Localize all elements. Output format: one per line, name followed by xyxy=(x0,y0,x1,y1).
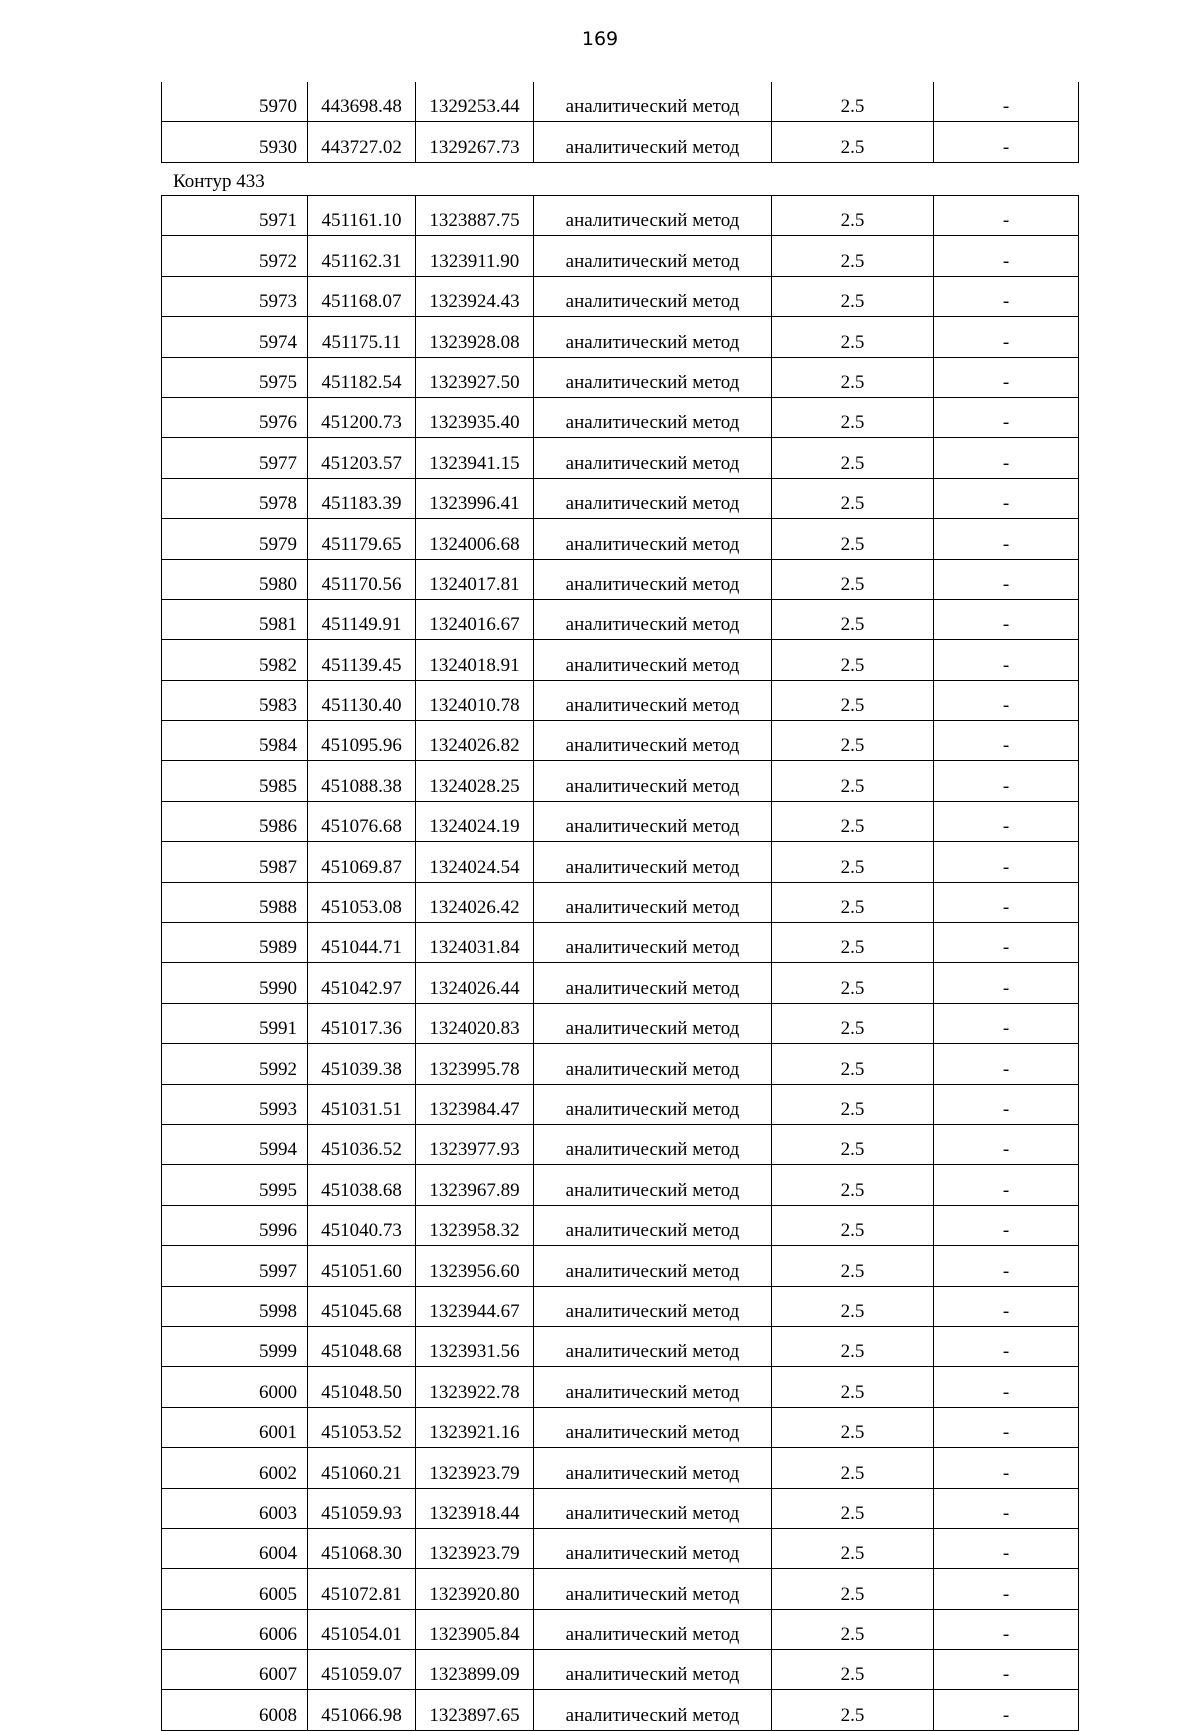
accuracy-cell: 2.5 xyxy=(772,761,934,801)
table-row xyxy=(162,276,1079,316)
y-coordinate-cell: 1324020.83 xyxy=(416,1003,534,1043)
point-number-cell: 5982 xyxy=(162,640,308,680)
point-number-cell: 5985 xyxy=(162,761,308,801)
point-number-cell: 5999 xyxy=(162,1326,308,1366)
point-number-cell: 5978 xyxy=(162,478,308,518)
x-coordinate-cell: 451059.07 xyxy=(308,1650,416,1690)
table-row xyxy=(162,1569,1079,1609)
method-cell: аналитический метод xyxy=(534,1326,772,1366)
note-cell: - xyxy=(934,438,1079,478)
x-coordinate-cell: 451088.38 xyxy=(308,761,416,801)
method-cell: аналитический метод xyxy=(534,1690,772,1730)
note-cell: - xyxy=(934,1124,1079,1164)
method-cell: аналитический метод xyxy=(534,357,772,397)
method-cell: аналитический метод xyxy=(534,1246,772,1286)
x-coordinate-cell: 443727.02 xyxy=(308,122,416,162)
point-number-cell: 6004 xyxy=(162,1528,308,1568)
method-cell: аналитический метод xyxy=(534,82,772,122)
accuracy-cell: 2.5 xyxy=(772,1690,934,1730)
y-coordinate-cell: 1329253.44 xyxy=(416,82,534,122)
x-coordinate-cell: 451170.56 xyxy=(308,559,416,599)
point-number-cell: 5976 xyxy=(162,397,308,437)
accuracy-cell: 2.5 xyxy=(772,882,934,922)
table-row xyxy=(162,1003,1079,1043)
point-number-cell: 5991 xyxy=(162,1003,308,1043)
table-row xyxy=(162,1609,1079,1649)
method-cell: аналитический метод xyxy=(534,680,772,720)
accuracy-cell: 2.5 xyxy=(772,317,934,357)
note-cell: - xyxy=(934,923,1079,963)
point-number-cell: 5977 xyxy=(162,438,308,478)
point-number-cell: 5986 xyxy=(162,801,308,841)
table-row xyxy=(162,801,1079,841)
table-row xyxy=(162,1124,1079,1164)
accuracy-cell: 2.5 xyxy=(772,923,934,963)
method-cell: аналитический метод xyxy=(534,599,772,639)
point-number-cell: 5975 xyxy=(162,357,308,397)
accuracy-cell: 2.5 xyxy=(772,640,934,680)
x-coordinate-cell: 451203.57 xyxy=(308,438,416,478)
table-row xyxy=(162,1286,1079,1326)
y-coordinate-cell: 1323967.89 xyxy=(416,1165,534,1205)
table-row xyxy=(162,559,1079,599)
method-cell: аналитический метод xyxy=(534,1528,772,1568)
method-cell: аналитический метод xyxy=(534,122,772,162)
x-coordinate-cell: 451045.68 xyxy=(308,1286,416,1326)
y-coordinate-cell: 1323887.75 xyxy=(416,196,534,236)
table-row xyxy=(162,438,1079,478)
x-coordinate-cell: 451095.96 xyxy=(308,721,416,761)
note-cell: - xyxy=(934,122,1079,162)
method-cell: аналитический метод xyxy=(534,1286,772,1326)
point-number-cell: 5984 xyxy=(162,721,308,761)
y-coordinate-cell: 1323920.80 xyxy=(416,1569,534,1609)
method-cell: аналитический метод xyxy=(534,236,772,276)
x-coordinate-cell: 451051.60 xyxy=(308,1246,416,1286)
x-coordinate-cell: 451066.98 xyxy=(308,1690,416,1730)
point-number-cell: 6001 xyxy=(162,1407,308,1447)
accuracy-cell: 2.5 xyxy=(772,1367,934,1407)
method-cell: аналитический метод xyxy=(534,1084,772,1124)
point-number-cell: 5972 xyxy=(162,236,308,276)
accuracy-cell: 2.5 xyxy=(772,122,934,162)
y-coordinate-cell: 1323928.08 xyxy=(416,317,534,357)
point-number-cell: 5997 xyxy=(162,1246,308,1286)
method-cell: аналитический метод xyxy=(534,478,772,518)
y-coordinate-cell: 1324006.68 xyxy=(416,519,534,559)
y-coordinate-cell: 1323944.67 xyxy=(416,1286,534,1326)
x-coordinate-cell: 451060.21 xyxy=(308,1448,416,1488)
y-coordinate-cell: 1324024.54 xyxy=(416,842,534,882)
table-row xyxy=(162,640,1079,680)
note-cell: - xyxy=(934,357,1079,397)
table-row xyxy=(162,1528,1079,1568)
method-cell: аналитический метод xyxy=(534,1609,772,1649)
accuracy-cell: 2.5 xyxy=(772,1044,934,1084)
y-coordinate-cell: 1329267.73 xyxy=(416,122,534,162)
table-row xyxy=(162,317,1079,357)
y-coordinate-cell: 1323941.15 xyxy=(416,438,534,478)
y-coordinate-cell: 1324010.78 xyxy=(416,680,534,720)
point-number-cell: 5994 xyxy=(162,1124,308,1164)
accuracy-cell: 2.5 xyxy=(772,519,934,559)
y-coordinate-cell: 1323931.56 xyxy=(416,1326,534,1366)
method-cell: аналитический метод xyxy=(534,1488,772,1528)
note-cell: - xyxy=(934,1609,1079,1649)
y-coordinate-cell: 1323899.09 xyxy=(416,1650,534,1690)
point-number-cell: 6006 xyxy=(162,1609,308,1649)
method-cell: аналитический метод xyxy=(534,1367,772,1407)
coordinates-table-contour xyxy=(161,195,1079,1731)
method-cell: аналитический метод xyxy=(534,276,772,316)
note-cell: - xyxy=(934,1488,1079,1528)
note-cell: - xyxy=(934,963,1079,1003)
y-coordinate-cell: 1324016.67 xyxy=(416,599,534,639)
note-cell: - xyxy=(934,317,1079,357)
note-cell: - xyxy=(934,1084,1079,1124)
accuracy-cell: 2.5 xyxy=(772,357,934,397)
accuracy-cell: 2.5 xyxy=(772,1528,934,1568)
point-number-cell: 5981 xyxy=(162,599,308,639)
page-number: 169 xyxy=(581,28,619,50)
x-coordinate-cell: 451175.11 xyxy=(308,317,416,357)
table-row xyxy=(162,1044,1079,1084)
table-row xyxy=(162,357,1079,397)
y-coordinate-cell: 1323923.79 xyxy=(416,1448,534,1488)
x-coordinate-cell: 451053.08 xyxy=(308,882,416,922)
accuracy-cell: 2.5 xyxy=(772,1650,934,1690)
note-cell: - xyxy=(934,1367,1079,1407)
point-number-cell: 5971 xyxy=(162,196,308,236)
method-cell: аналитический метод xyxy=(534,923,772,963)
table-row xyxy=(162,882,1079,922)
method-cell: аналитический метод xyxy=(534,721,772,761)
note-cell: - xyxy=(934,276,1079,316)
x-coordinate-cell: 451161.10 xyxy=(308,196,416,236)
note-cell: - xyxy=(934,82,1079,122)
note-cell: - xyxy=(934,1569,1079,1609)
x-coordinate-cell: 451200.73 xyxy=(308,397,416,437)
point-number-cell: 6008 xyxy=(162,1690,308,1730)
note-cell: - xyxy=(934,519,1079,559)
note-cell: - xyxy=(934,478,1079,518)
accuracy-cell: 2.5 xyxy=(772,1569,934,1609)
y-coordinate-cell: 1323958.32 xyxy=(416,1205,534,1245)
coordinates-table-continued xyxy=(161,82,1079,163)
accuracy-cell: 2.5 xyxy=(772,1165,934,1205)
point-number-cell: 5993 xyxy=(162,1084,308,1124)
y-coordinate-cell: 1323918.44 xyxy=(416,1488,534,1528)
note-cell: - xyxy=(934,1690,1079,1730)
x-coordinate-cell: 451179.65 xyxy=(308,519,416,559)
table-row xyxy=(162,1650,1079,1690)
y-coordinate-cell: 1324017.81 xyxy=(416,559,534,599)
y-coordinate-cell: 1323984.47 xyxy=(416,1084,534,1124)
method-cell: аналитический метод xyxy=(534,438,772,478)
y-coordinate-cell: 1323996.41 xyxy=(416,478,534,518)
point-number-cell: 5995 xyxy=(162,1165,308,1205)
method-cell: аналитический метод xyxy=(534,1003,772,1043)
x-coordinate-cell: 451040.73 xyxy=(308,1205,416,1245)
point-number-cell: 5930 xyxy=(162,122,308,162)
point-number-cell: 6000 xyxy=(162,1367,308,1407)
table-row xyxy=(162,761,1079,801)
point-number-cell: 5990 xyxy=(162,963,308,1003)
table-row xyxy=(162,963,1079,1003)
table-row xyxy=(162,1084,1079,1124)
x-coordinate-cell: 451076.68 xyxy=(308,801,416,841)
accuracy-cell: 2.5 xyxy=(772,680,934,720)
x-coordinate-cell: 451031.51 xyxy=(308,1084,416,1124)
method-cell: аналитический метод xyxy=(534,1124,772,1164)
accuracy-cell: 2.5 xyxy=(772,963,934,1003)
note-cell: - xyxy=(934,1003,1079,1043)
point-number-cell: 6007 xyxy=(162,1650,308,1690)
table-row xyxy=(162,196,1079,236)
accuracy-cell: 2.5 xyxy=(772,1003,934,1043)
accuracy-cell: 2.5 xyxy=(772,842,934,882)
note-cell: - xyxy=(934,397,1079,437)
point-number-cell: 5989 xyxy=(162,923,308,963)
note-cell: - xyxy=(934,1528,1079,1568)
accuracy-cell: 2.5 xyxy=(772,1609,934,1649)
point-number-cell: 5996 xyxy=(162,1205,308,1245)
table-row xyxy=(162,82,1079,122)
accuracy-cell: 2.5 xyxy=(772,1205,934,1245)
point-number-cell: 5992 xyxy=(162,1044,308,1084)
table-row xyxy=(162,397,1079,437)
method-cell: аналитический метод xyxy=(534,1165,772,1205)
method-cell: аналитический метод xyxy=(534,196,772,236)
y-coordinate-cell: 1323905.84 xyxy=(416,1609,534,1649)
method-cell: аналитический метод xyxy=(534,1407,772,1447)
y-coordinate-cell: 1323897.65 xyxy=(416,1690,534,1730)
note-cell: - xyxy=(934,842,1079,882)
y-coordinate-cell: 1323924.43 xyxy=(416,276,534,316)
note-cell: - xyxy=(934,1448,1079,1488)
note-cell: - xyxy=(934,1407,1079,1447)
x-coordinate-cell: 443698.48 xyxy=(308,82,416,122)
table-row xyxy=(162,680,1079,720)
x-coordinate-cell: 451044.71 xyxy=(308,923,416,963)
note-cell: - xyxy=(934,1286,1079,1326)
method-cell: аналитический метод xyxy=(534,559,772,599)
table-row xyxy=(162,478,1079,518)
method-cell: аналитический метод xyxy=(534,1650,772,1690)
accuracy-cell: 2.5 xyxy=(772,721,934,761)
accuracy-cell: 2.5 xyxy=(772,801,934,841)
y-coordinate-cell: 1323956.60 xyxy=(416,1246,534,1286)
table-row xyxy=(162,842,1079,882)
accuracy-cell: 2.5 xyxy=(772,438,934,478)
x-coordinate-cell: 451183.39 xyxy=(308,478,416,518)
x-coordinate-cell: 451072.81 xyxy=(308,1569,416,1609)
accuracy-cell: 2.5 xyxy=(772,1326,934,1366)
method-cell: аналитический метод xyxy=(534,842,772,882)
point-number-cell: 6005 xyxy=(162,1569,308,1609)
y-coordinate-cell: 1323935.40 xyxy=(416,397,534,437)
method-cell: аналитический метод xyxy=(534,963,772,1003)
accuracy-cell: 2.5 xyxy=(772,397,934,437)
contour-rows-body xyxy=(162,196,1079,1731)
x-coordinate-cell: 451149.91 xyxy=(308,599,416,639)
note-cell: - xyxy=(934,882,1079,922)
method-cell: аналитический метод xyxy=(534,1044,772,1084)
table-row xyxy=(162,519,1079,559)
accuracy-cell: 2.5 xyxy=(772,559,934,599)
contour-label: Контур 433 xyxy=(173,171,265,192)
note-cell: - xyxy=(934,1165,1079,1205)
method-cell: аналитический метод xyxy=(534,640,772,680)
method-cell: аналитический метод xyxy=(534,882,772,922)
point-number-cell: 5988 xyxy=(162,882,308,922)
table-row xyxy=(162,721,1079,761)
y-coordinate-cell: 1323922.78 xyxy=(416,1367,534,1407)
note-cell: - xyxy=(934,1205,1079,1245)
y-coordinate-cell: 1324026.82 xyxy=(416,721,534,761)
top-rows-body xyxy=(162,82,1079,162)
y-coordinate-cell: 1324031.84 xyxy=(416,923,534,963)
x-coordinate-cell: 451182.54 xyxy=(308,357,416,397)
accuracy-cell: 2.5 xyxy=(772,82,934,122)
accuracy-cell: 2.5 xyxy=(772,599,934,639)
method-cell: аналитический метод xyxy=(534,801,772,841)
point-number-cell: 6003 xyxy=(162,1488,308,1528)
point-number-cell: 5980 xyxy=(162,559,308,599)
x-coordinate-cell: 451162.31 xyxy=(308,236,416,276)
accuracy-cell: 2.5 xyxy=(772,276,934,316)
accuracy-cell: 2.5 xyxy=(772,1124,934,1164)
point-number-cell: 5973 xyxy=(162,276,308,316)
table-row xyxy=(162,599,1079,639)
accuracy-cell: 2.5 xyxy=(772,1448,934,1488)
x-coordinate-cell: 451069.87 xyxy=(308,842,416,882)
point-number-cell: 5974 xyxy=(162,317,308,357)
x-coordinate-cell: 451168.07 xyxy=(308,276,416,316)
accuracy-cell: 2.5 xyxy=(772,1407,934,1447)
x-coordinate-cell: 451038.68 xyxy=(308,1165,416,1205)
table-row xyxy=(162,1407,1079,1447)
note-cell: - xyxy=(934,196,1079,236)
point-number-cell: 5987 xyxy=(162,842,308,882)
x-coordinate-cell: 451068.30 xyxy=(308,1528,416,1568)
table-row xyxy=(162,1246,1079,1286)
note-cell: - xyxy=(934,680,1079,720)
table-row xyxy=(162,1488,1079,1528)
point-number-cell: 5998 xyxy=(162,1286,308,1326)
x-coordinate-cell: 451054.01 xyxy=(308,1609,416,1649)
table-row xyxy=(162,1448,1079,1488)
x-coordinate-cell: 451036.52 xyxy=(308,1124,416,1164)
note-cell: - xyxy=(934,721,1079,761)
note-cell: - xyxy=(934,761,1079,801)
note-cell: - xyxy=(934,1044,1079,1084)
y-coordinate-cell: 1323911.90 xyxy=(416,236,534,276)
table-row xyxy=(162,122,1079,162)
x-coordinate-cell: 451053.52 xyxy=(308,1407,416,1447)
x-coordinate-cell: 451017.36 xyxy=(308,1003,416,1043)
method-cell: аналитический метод xyxy=(534,317,772,357)
point-number-cell: 6002 xyxy=(162,1448,308,1488)
table-row xyxy=(162,1326,1079,1366)
table-row xyxy=(162,1690,1079,1730)
y-coordinate-cell: 1323995.78 xyxy=(416,1044,534,1084)
note-cell: - xyxy=(934,640,1079,680)
y-coordinate-cell: 1324028.25 xyxy=(416,761,534,801)
note-cell: - xyxy=(934,559,1079,599)
y-coordinate-cell: 1323977.93 xyxy=(416,1124,534,1164)
note-cell: - xyxy=(934,1650,1079,1690)
y-coordinate-cell: 1323921.16 xyxy=(416,1407,534,1447)
y-coordinate-cell: 1324018.91 xyxy=(416,640,534,680)
accuracy-cell: 2.5 xyxy=(772,1488,934,1528)
table-row xyxy=(162,923,1079,963)
point-number-cell: 5983 xyxy=(162,680,308,720)
x-coordinate-cell: 451059.93 xyxy=(308,1488,416,1528)
method-cell: аналитический метод xyxy=(534,1448,772,1488)
note-cell: - xyxy=(934,1326,1079,1366)
point-number-cell: 5970 xyxy=(162,82,308,122)
point-number-cell: 5979 xyxy=(162,519,308,559)
y-coordinate-cell: 1324026.42 xyxy=(416,882,534,922)
method-cell: аналитический метод xyxy=(534,761,772,801)
x-coordinate-cell: 451048.68 xyxy=(308,1326,416,1366)
y-coordinate-cell: 1324024.19 xyxy=(416,801,534,841)
table-row xyxy=(162,1165,1079,1205)
note-cell: - xyxy=(934,1246,1079,1286)
x-coordinate-cell: 451039.38 xyxy=(308,1044,416,1084)
accuracy-cell: 2.5 xyxy=(772,1246,934,1286)
table-row xyxy=(162,1367,1079,1407)
x-coordinate-cell: 451048.50 xyxy=(308,1367,416,1407)
accuracy-cell: 2.5 xyxy=(772,1084,934,1124)
accuracy-cell: 2.5 xyxy=(772,1286,934,1326)
table-row xyxy=(162,236,1079,276)
accuracy-cell: 2.5 xyxy=(772,196,934,236)
x-coordinate-cell: 451130.40 xyxy=(308,680,416,720)
method-cell: аналитический метод xyxy=(534,1205,772,1245)
y-coordinate-cell: 1323927.50 xyxy=(416,357,534,397)
y-coordinate-cell: 1324026.44 xyxy=(416,963,534,1003)
note-cell: - xyxy=(934,236,1079,276)
y-coordinate-cell: 1323923.79 xyxy=(416,1528,534,1568)
accuracy-cell: 2.5 xyxy=(772,478,934,518)
accuracy-cell: 2.5 xyxy=(772,236,934,276)
x-coordinate-cell: 451139.45 xyxy=(308,640,416,680)
method-cell: аналитический метод xyxy=(534,519,772,559)
method-cell: аналитический метод xyxy=(534,397,772,437)
method-cell: аналитический метод xyxy=(534,1569,772,1609)
note-cell: - xyxy=(934,599,1079,639)
note-cell: - xyxy=(934,801,1079,841)
table-row xyxy=(162,1205,1079,1245)
x-coordinate-cell: 451042.97 xyxy=(308,963,416,1003)
